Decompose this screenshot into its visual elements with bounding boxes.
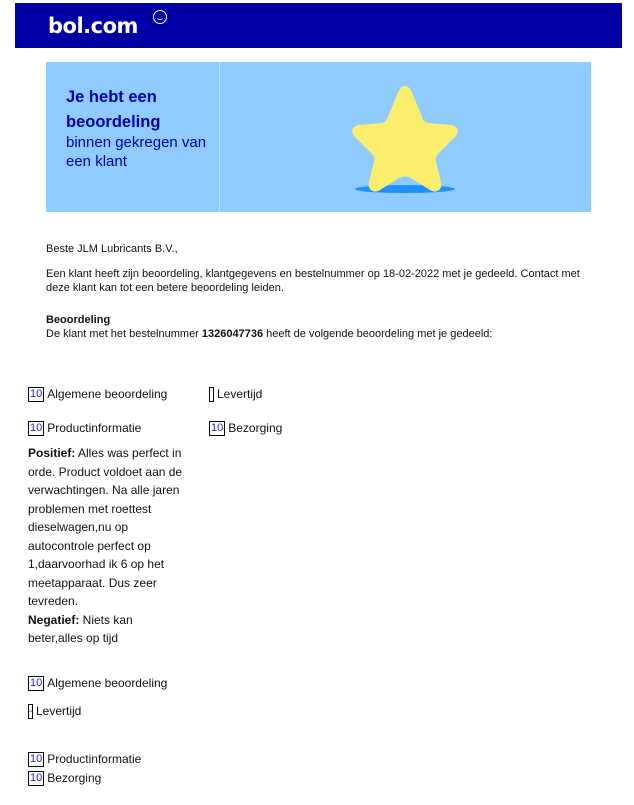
rating-product (28, 751, 141, 767)
score-badge: 10 (211, 422, 224, 435)
banner-title: Je hebt een beoordeling (66, 88, 161, 131)
rating-label: Bezorging (47, 771, 102, 785)
score-badge: 10 (30, 753, 43, 766)
score-badge: - (29, 705, 33, 718)
score-badge: 10 (30, 422, 43, 435)
positive-text: Alles was perfect in orde. Product voldoet aan de verwachtingen. Na alle jaren problemen met roettest dieselwagen,nu op autocontrole perfect op 1,daarvoorhad ik 6 op het meetapparaat. Dus zeer tevreden. (28, 446, 183, 608)
header-bar (15, 3, 622, 48)
banner-divider (219, 62, 220, 212)
rating-shipping (209, 420, 282, 436)
rating-label: Levertijd (36, 704, 82, 718)
score-badge: 10 (30, 677, 43, 690)
logo-text: bol.com (48, 14, 138, 38)
score-badge: 10 (30, 388, 43, 401)
section-text-after: heeft de volgende beoordeling met je gedeeld: (263, 328, 493, 340)
rating-overall (28, 675, 167, 691)
rating-shipping (28, 770, 101, 786)
rating-product (28, 420, 141, 436)
section-heading: Beoordeling (46, 314, 111, 326)
review-text (28, 444, 188, 648)
score-badge: 10 (30, 772, 43, 785)
positive-label: Positief: (28, 446, 76, 460)
banner-subtitle: binnen gekregen van een klant (66, 134, 207, 170)
logo-smile-icon (153, 10, 167, 24)
rating-label: Algemene beoordeling (47, 676, 168, 690)
rating-delivery (209, 386, 262, 402)
section-text (46, 327, 591, 341)
order-number: 1326047736 (201, 328, 264, 340)
greeting: Beste JLM Lubricants B.V., (46, 243, 178, 255)
score-badge (209, 387, 214, 402)
rating-overall (28, 386, 167, 402)
intro-text: Een klant heeft zijn beoordeling, klantgegevens en bestelnummer op 18-02-2022 met je gedeeld. Contact met deze klant kan tot een betere beoordeling leiden. (46, 268, 580, 294)
rating-delivery (28, 703, 81, 719)
negative-text: Niets kan beter,alles op tijd (28, 612, 133, 645)
rating-label: Algemene beoordeling (47, 387, 168, 401)
rating-label: Productinformatie (47, 752, 142, 766)
positive-review (28, 444, 188, 611)
section-text-before: De klant met het bestelnummer (46, 328, 202, 340)
rating-label: Bezorging (228, 421, 283, 435)
bol-logo[interactable] (48, 14, 138, 38)
star-icon (350, 82, 460, 194)
negative-label: Negatief: (28, 612, 80, 627)
rating-label: Productinformatie (47, 421, 142, 435)
negative-review (28, 611, 188, 648)
review-banner (46, 62, 591, 212)
rating-label: Levertijd (217, 387, 263, 401)
